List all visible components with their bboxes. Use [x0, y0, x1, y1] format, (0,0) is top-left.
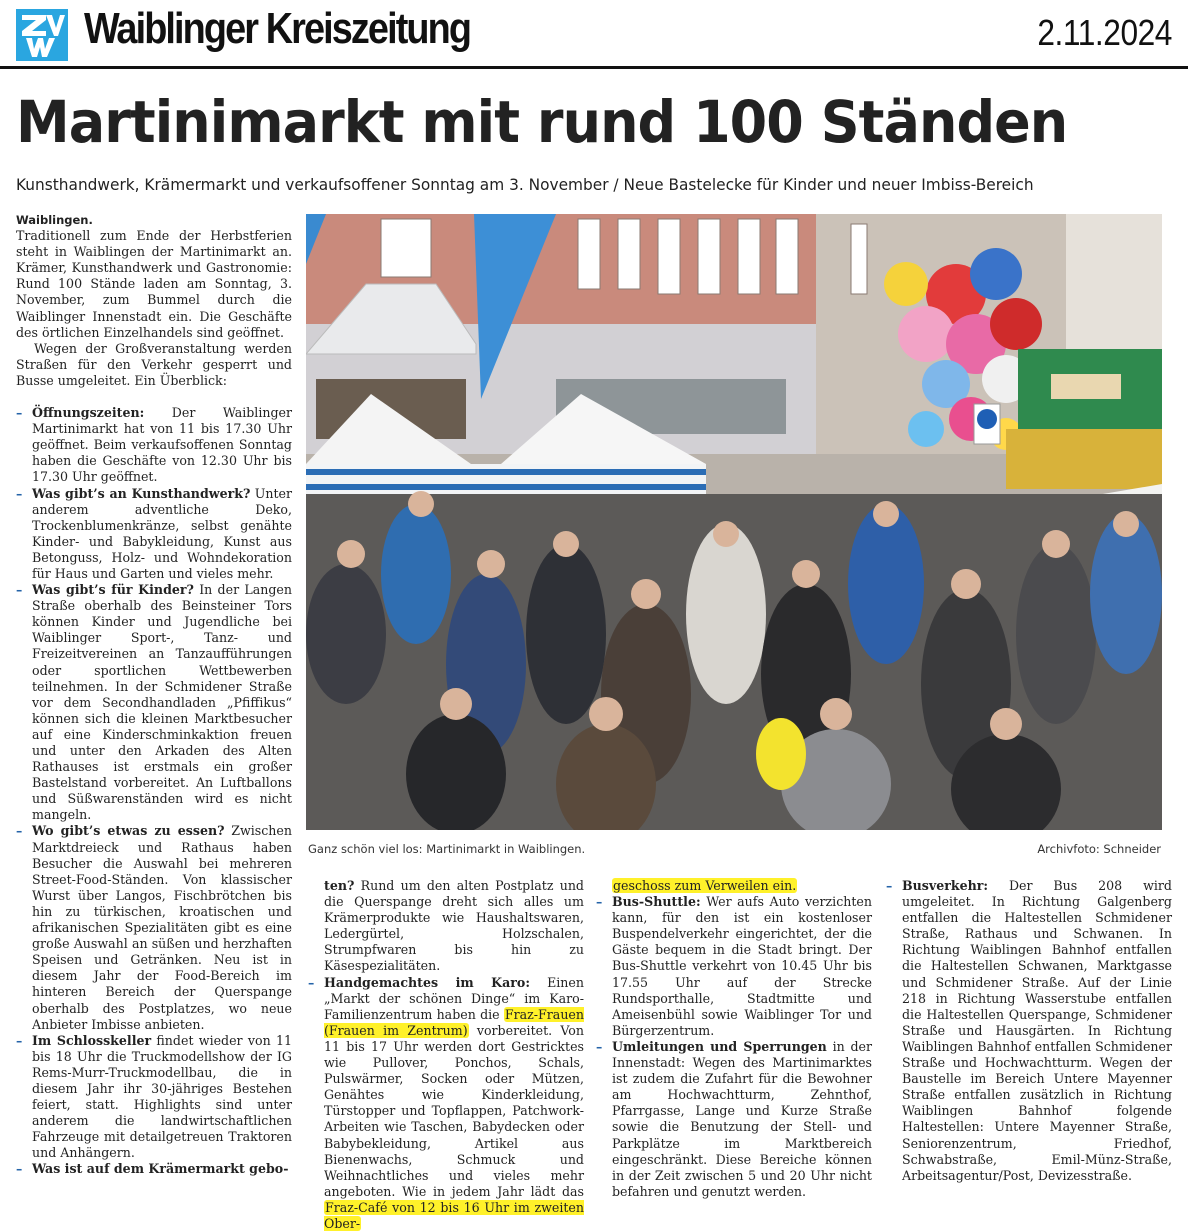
market-photo: [306, 214, 1162, 830]
section-title: Was gibt’s an Kunsthandwerk?: [32, 485, 251, 501]
article-headline: Martinimarkt mit rund 100 Ständen: [16, 88, 1068, 156]
bullet-dash-icon: –: [886, 878, 893, 893]
section-title: Bus-Shuttle:: [612, 894, 701, 910]
section-schlosskeller: [16, 1033, 292, 1162]
photo-caption: Ganz schön viel los: Martinimarkt in Waiblingen.: [308, 842, 586, 856]
article-subheadline: Kunsthandwerk, Krämermarkt und verkaufsoffener Sonntag am 3. November / Neue Bastelecke für Kinder und neuer Imbiss-Bereich: [16, 175, 1034, 194]
section-title: ten?: [324, 878, 355, 893]
section-text: Der Bus 208 wird umgeleitet. In Richtung Galgenberg entfallen die Haltestellen Schmidener Straße, Rathaus und Schwanen. In Richtung Waiblingen Bahnhof entfallen die Haltestellen Schwanen, Marktgasse und Schmidener Straße. Auf der Linie 218 in Richtung Wasserstube entfallen die Haltestellen Querspange, Schmidener Straße und Hausgärten. In Richtung Waiblingen Bahnhof entfallen Schmidener Straße und Hochwachtturm. Wegen der Baustelle im Bereich Untere Mayenner Straße entfallen zusätzlich in Richtung Waiblingen Bahnhof folgende Haltestellen: Untere Mayenner Straße, Seniorenzentrum, Friedhof, Schwabstraße, Emil-Münz-Straße, Arbeitsagentur/Post, Devizesstraße.: [902, 878, 1172, 1183]
highlighted-text: geschoss zum Verweilen ein.: [613, 878, 797, 893]
section-kunsthandwerk: [16, 486, 292, 583]
article-column-4: [886, 878, 1172, 1184]
section-handgemachtes: [308, 975, 584, 1232]
section-kraemermarkt-continued: [308, 878, 584, 975]
section-bus-shuttle: [596, 894, 872, 1039]
intro-paragraph: Wegen der Großveranstaltung werden Straßen für den Verkehr gesperrt und Busse umgeleitet. Ein Überblick:: [16, 340, 292, 388]
bullet-dash-icon: –: [16, 582, 23, 598]
bullet-dash-icon: –: [308, 974, 315, 990]
section-text: in der Innenstadt: Wegen des Martinimarktes ist zudem die Zufahrt für die Bewohner am Hochwachtturm, Zehnthof, Pfarrgasse, Lange und Kurze Straße sowie die Benutzung der Stell- und Parkplätze im Marktbereich eingeschränkt. Diese Bereiche können in der Zeit zwischen 5 und 20 Uhr nicht befahren und genutzt werden.: [612, 1038, 872, 1199]
section-title: Was ist auf dem Krämermarkt gebo-: [32, 1161, 289, 1177]
masthead-divider: [0, 66, 1188, 69]
bullet-dash-icon: –: [596, 1038, 603, 1054]
newspaper-name: Waiblinger Kreiszeitung: [84, 4, 471, 53]
section-essen: [16, 823, 292, 1032]
dateline: Waiblingen.: [16, 213, 93, 227]
section-title: Umleitungen und Sperrungen: [612, 1038, 827, 1054]
highlighted-text: Fraz-Frauen (Frauen im Zentrum): [324, 1006, 584, 1038]
section-title: Wo gibt’s etwas zu essen?: [32, 823, 225, 839]
section-text: Einen „Markt der schönen Dinge“ im Karo-Familienzentrum haben die: [324, 974, 584, 1022]
bullet-dash-icon: –: [16, 1161, 23, 1177]
zvw-logo: [16, 9, 68, 61]
section-handgemachtes-continued: [596, 878, 872, 894]
market-crowd-image: [306, 214, 1162, 830]
article-column-2: [308, 878, 584, 1232]
section-text: Unter anderem adventliche Deko, Trockenblumenkränze, selbst genähte Kinder- und Babykleidung, Kunst aus Betonguss, Holz- und Wohndekoration für Haus und Garten und vieles mehr.: [32, 485, 293, 581]
section-title: Im Schlosskeller: [32, 1032, 152, 1048]
bullet-dash-icon: –: [596, 894, 603, 910]
bullet-dash-icon: –: [16, 823, 23, 839]
article-column-3: [596, 878, 872, 1200]
section-title: Was gibt’s für Kinder?: [32, 582, 194, 598]
bullet-dash-icon: –: [16, 485, 23, 501]
section-text: vorbereitet. Von 11 bis 17 Uhr werden dort Gestricktes wie Pullover, Ponchos, Schals, Pulswärmer, Socken oder Mützen, Genähtes wie Kinderkleidung, Türstopper und Topflappen, Patchwork-Arbeiten wie Taschen, Babydecken oder Babybekleidung, Artikel aus Bienenwachs, Schmuck und Weihnachtliches und vieles mehr angeboten. Wie in jedem Jahr lädt das: [324, 1022, 584, 1199]
section-title: Handgemachtes im Karo:: [324, 974, 530, 990]
intro-paragraph: Traditionell zum Ende der Herbstferien steht in Waiblingen der Martinimarkt an. Krämer, Kunsthandwerk und Gastronomie: Rund 100 Stände laden am Sonntag, 3. November, zum Bummel durch die Waiblinger Innenstadt ein. Die Geschäfte des örtlichen Einzelhandels sind geöffnet.: [16, 228, 292, 340]
bullet-dash-icon: –: [16, 405, 23, 421]
section-umleitungen: [596, 1039, 872, 1200]
section-title: Öffnungszeiten:: [32, 405, 145, 421]
section-text: Wer aufs Auto verzichten kann, für den ist ein kostenloser Buspendelverkehr eingerichtet, der die Gäste bequem in die Stadt bringt. Der Bus-Shuttle verkehrt von 10.45 Uhr bis 17.55 Uhr auf der Strecke Rundsporthalle, Stadtmitte und Ameisenbühl sowie Waiblinger Tor und Bürgerzentrum.: [612, 894, 872, 1038]
section-kraemermarkt-start: [16, 1161, 292, 1177]
section-title: Busverkehr:: [902, 878, 989, 893]
section-text: findet wieder von 11 bis 18 Uhr die Truckmodellshow der IG Rems-Murr-Truckmodellbau, die in diesem Jahr ihr 30-jähriges Bestehen feiert, statt. Highlights sind unter anderem die landwirtschaftlichen Fahrzeuge mit detailgetreuen Traktoren und Anhängern.: [32, 1032, 292, 1161]
issue-date: 2.11.2024: [1037, 12, 1172, 53]
section-text: Rund um den alten Postplatz und die Querspange dreht sich alles um Krämerprodukte wie Haushaltswaren, Ledergürtel, Holzschalen, Strumpfwaren bis hin zu Käsespezialitäten.: [324, 878, 584, 974]
masthead: [0, 0, 1188, 70]
section-kinder: [16, 582, 292, 823]
section-text: In der Langen Straße oberhalb des Beinsteiner Tors können Kinder und Jugendliche bei Waiblinger Sport-, Tanz- und Freizeitvereinen an Tanzaufführungen oder sportlichen Wettbewerben teilnehmen. In der Schmidener Straße vor dem Secondhandladen „Pfiffikus“ können sich die kleinen Marktbesucher auf eine Kinderschminkaktion freuen und unter den Arkaden des Alten Rathauses ist erstmals ein großer Bastelstand vorbereitet. An Luftballons und Süßwarenständen wird es nicht mangeln.: [32, 582, 292, 823]
highlighted-text: Fraz-Café von 12 bis 16 Uhr im zweiten Ober-: [324, 1199, 584, 1231]
bullet-dash-icon: –: [16, 1032, 23, 1048]
section-oeffnungszeiten: [16, 405, 292, 485]
zvw-logo-icon: [16, 9, 68, 61]
photo-credit: Archivfoto: Schneider: [1037, 842, 1161, 856]
section-text: Der Waiblinger Martinimarkt hat von 11 bis 17.30 Uhr geöffnet. Beim verkaufsoffenen Sonntag haben die Geschäfte von 12.30 Uhr bis 17.30 Uhr geöffnet.: [32, 405, 292, 485]
article-column-1: [16, 212, 292, 1178]
section-busverkehr: [886, 878, 1172, 1184]
section-text: Zwischen Marktdreieck und Rathaus haben Besucher die Auswahl bei mehreren Street-Food-Ständen. Von klassischer Wurst über Langos, Fischbrötchen bis hin zu türkischen, kroatischen und afrikanischen Spezialitäten gibt es eine große Auswahl an süßen und herzhaften Speisen und Getränken. Neu ist in diesem Jahr der Food-Bereich im hinteren Bereich der Querspange oberhalb des Postplatzes, wo neue Anbieter Imbisse anbieten.: [32, 823, 292, 1032]
